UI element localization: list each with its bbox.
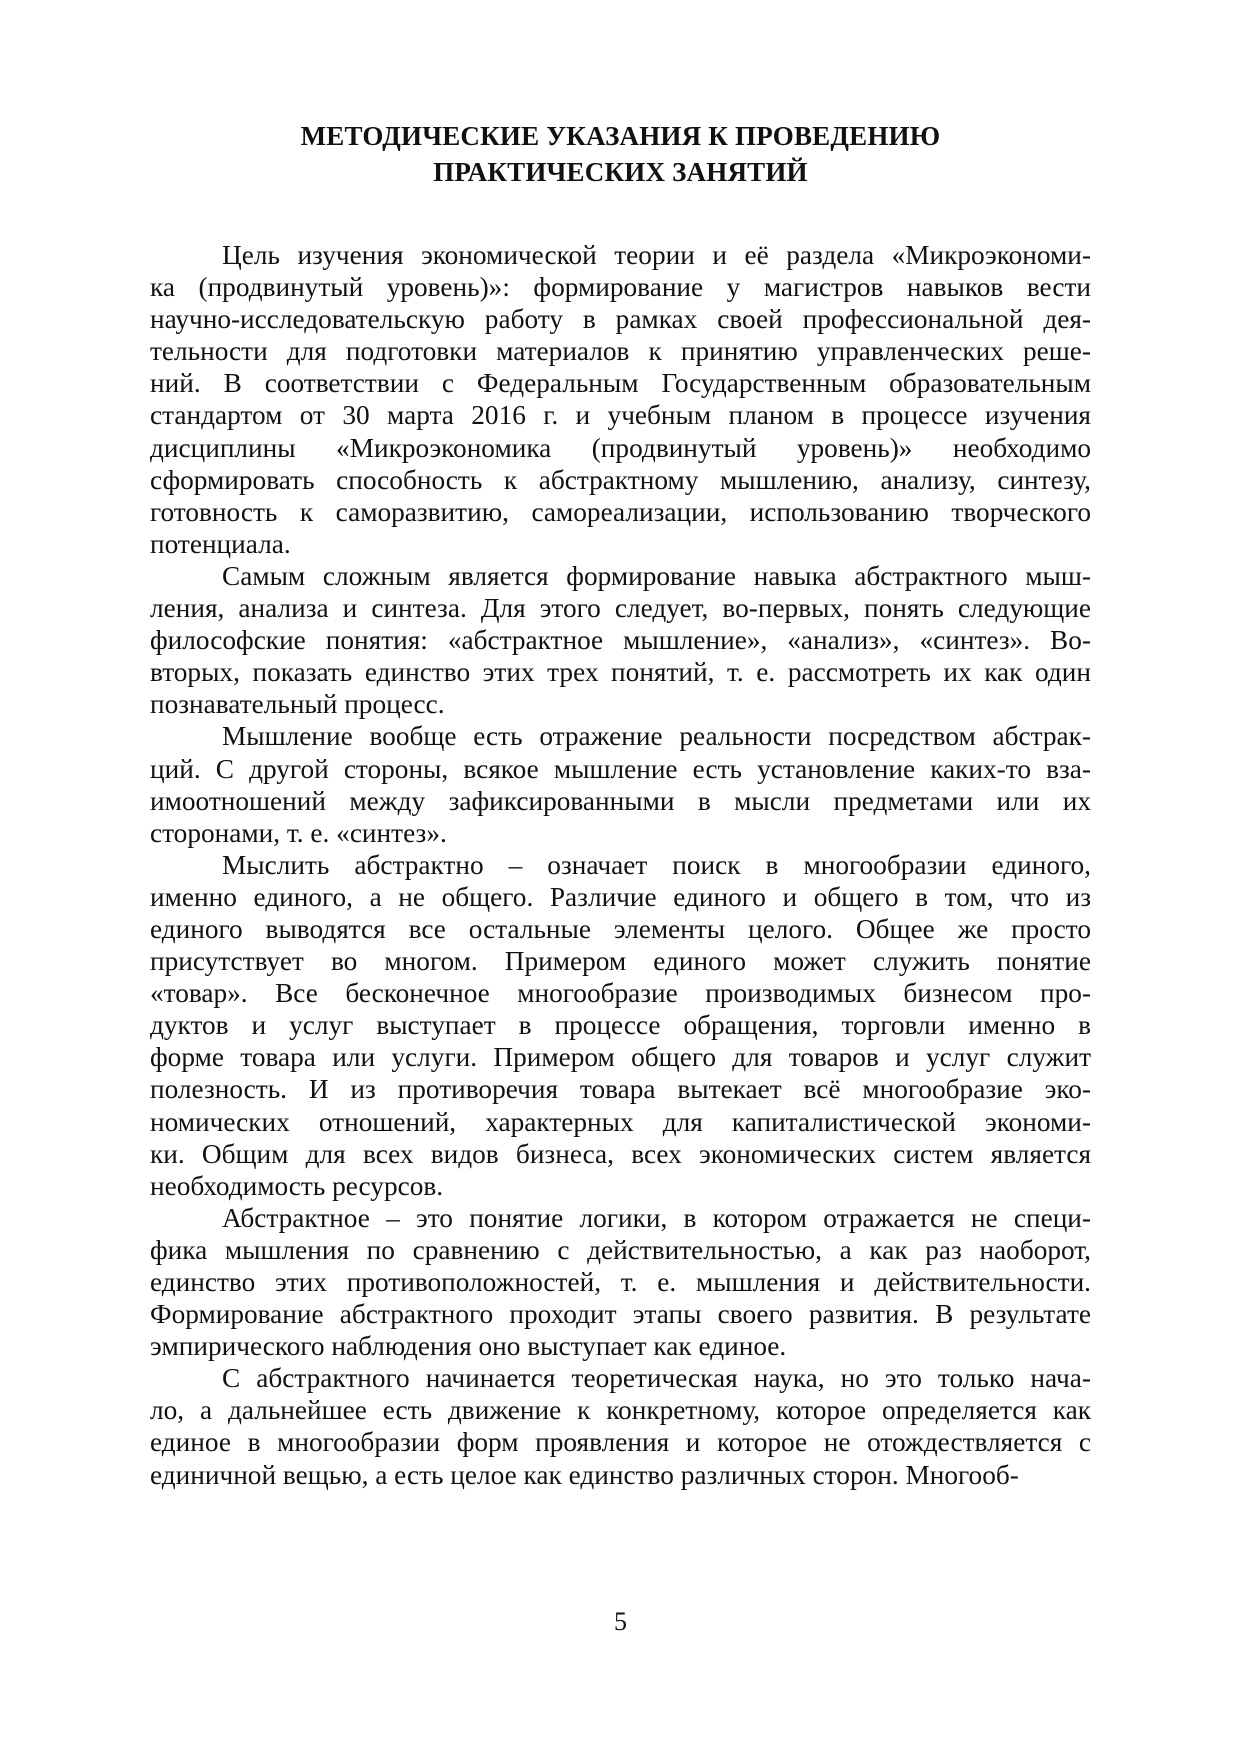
text-line: ления, анализа и синтеза. Для этого следует, во-первых, понять следующие — [150, 593, 1091, 624]
paragraph — [150, 720, 1091, 848]
body-text — [150, 239, 1091, 1491]
text-line: дуктов и услуг выступает в процессе обращения, торговли именно в — [150, 1010, 1091, 1041]
text-line: сторонами, т. е. «синтез». — [150, 817, 447, 848]
text-line: «товар». Все бесконечное многообразие производимых бизнесом про- — [150, 978, 1091, 1009]
text-line: сформировать способность к абстрактному мышлению, анализу, синтезу, — [150, 464, 1091, 495]
text-line: форме товара или услуги. Примером общего для товаров и услуг служит — [150, 1042, 1091, 1073]
text-line: Цель изучения экономической теории и её раздела «Микроэкономи- — [222, 240, 1091, 270]
text-line: полезность. И из противоречия товара вытекает всё многообразие эко- — [150, 1074, 1091, 1105]
text-line: дисциплины «Микроэкономика (продвинутый уровень)» необходимо — [150, 432, 1091, 463]
text-line: ки. Общим для всех видов бизнеса, всех экономических систем является — [150, 1138, 1091, 1169]
section-title-line-2: ПРАКТИЧЕСКИХ ЗАНЯТИЙ — [433, 157, 808, 187]
text-line: единое в многообразии форм проявления и которое не отождествляется с — [150, 1427, 1091, 1458]
paragraph — [150, 1202, 1091, 1362]
section-title-line-1: МЕТОДИЧЕСКИЕ УКАЗАНИЯ К ПРОВЕДЕНИЮ — [300, 121, 941, 151]
text-line: номических отношений, характерных для капиталистической экономи- — [150, 1106, 1091, 1137]
text-line: необходимость ресурсов. — [150, 1170, 444, 1201]
text-line: присутствует во многом. Примером единого может служить понятие — [150, 946, 1091, 977]
text-line: ний. В соответствии с Федеральным Государственным образовательным — [150, 368, 1091, 399]
text-line: Мыслить абстрактно – означает поиск в многообразии единого, — [222, 849, 1091, 880]
text-line: вторых, показать единство этих трех понятий, т. е. рассмотреть их как один — [150, 657, 1091, 688]
text-line: единство этих противоположностей, т. е. мышления и действительности. — [150, 1267, 1091, 1297]
text-line: потенциала. — [150, 528, 291, 559]
text-line: фика мышления по сравнению с действительностью, а как раз наоборот, — [150, 1234, 1091, 1265]
text-line: Формирование абстрактного проходит этапы своего развития. В результате — [150, 1299, 1091, 1330]
text-line: тельности для подготовки материалов к принятию управленческих реше- — [150, 336, 1091, 367]
text-line: эмпирического наблюдения оно выступает как единое. — [150, 1331, 787, 1362]
text-line: ка (продвинутый уровень)»: формирование у магистров навыков вести — [150, 272, 1091, 303]
paragraph — [150, 1362, 1091, 1490]
text-line: имоотношений между зафиксированными в мысли предметами или их — [150, 785, 1091, 816]
text-line: познавательный процесс. — [150, 689, 445, 720]
text-line: С абстрактного начинается теоретическая наука, но это только нача- — [222, 1363, 1091, 1394]
text-line: философские понятия: «абстрактное мышление», «анализ», «синтез». Во- — [150, 625, 1091, 656]
text-line: единого выводятся все остальные элементы целого. Общее же просто — [150, 913, 1091, 944]
paragraph — [150, 239, 1091, 560]
text-line: ло, а дальнейшее есть движение к конкретному, которое определяется как — [150, 1395, 1091, 1426]
text-line: Мышление вообще есть отражение реальности посредством абстрак- — [222, 721, 1091, 752]
text-line: единичной вещью, а есть целое как единство различных сторон. Многооб- — [150, 1459, 1019, 1490]
text-line: готовность к саморазвитию, самореализации, использованию творческого — [150, 496, 1091, 527]
text-line: именно единого, а не общего. Различие единого и общего в том, что из — [150, 881, 1091, 912]
section-title — [150, 118, 1091, 190]
text-line: ций. С другой стороны, всякое мышление есть установление каких-то вза- — [150, 753, 1091, 784]
paragraph — [150, 560, 1091, 720]
page-number: 5 — [614, 1607, 627, 1636]
text-line: научно-исследовательскую работу в рамках своей профессиональной дея- — [150, 304, 1091, 335]
text-line: стандартом от 30 марта 2016 г. и учебным планом в процессе изучения — [150, 400, 1091, 431]
text-line: Абстрактное – это понятие логики, в котором отражается не специ- — [222, 1202, 1091, 1233]
paragraph — [150, 849, 1091, 1202]
text-line: Самым сложным является формирование навыка абстрактного мыш- — [222, 560, 1091, 591]
